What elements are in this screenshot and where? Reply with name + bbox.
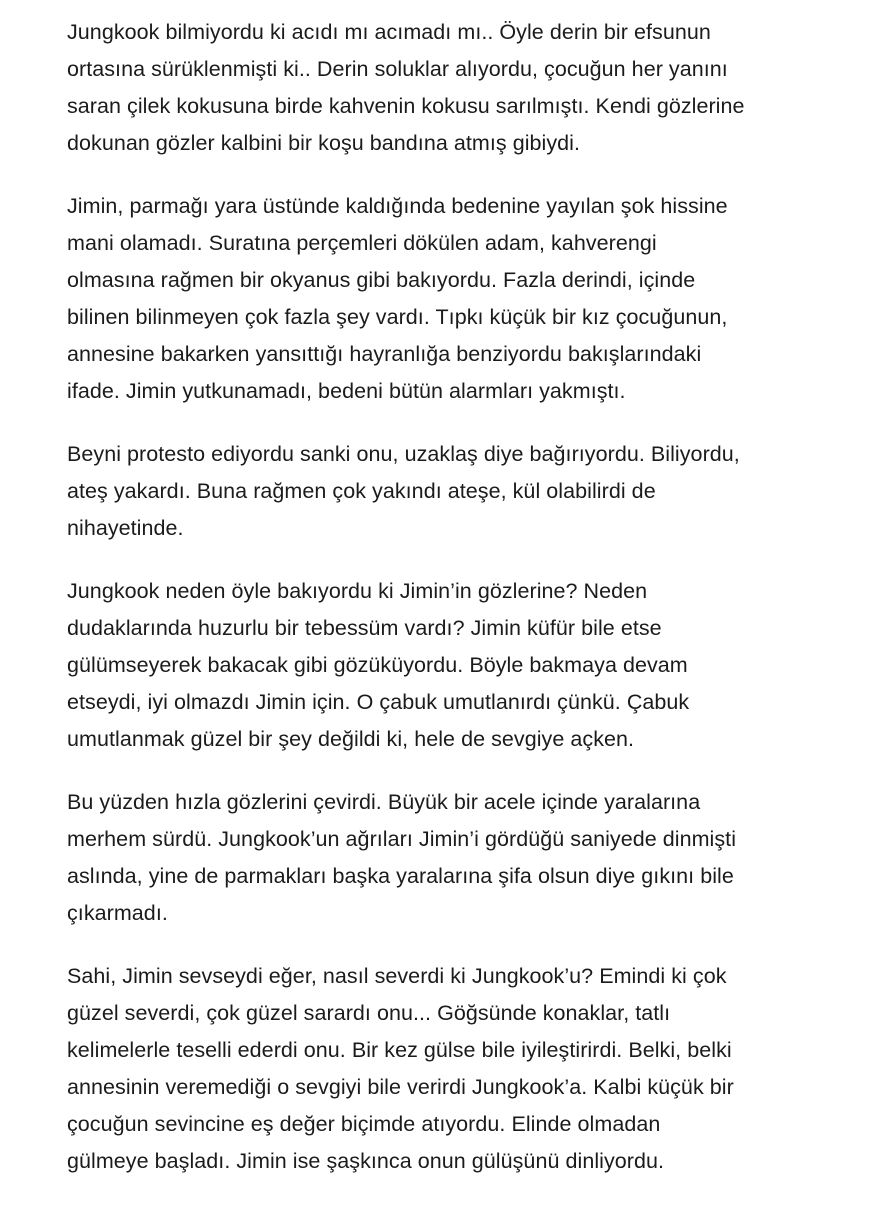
paragraph-3 bbox=[67, 436, 867, 547]
text-line: bilinen bilinmeyen çok fazla şey vardı. Tıpkı küçük bir kız çocuğunun, bbox=[67, 305, 728, 329]
text-line: annesine bakarken yansıttığı hayranlığa benziyordu bakışlarındaki bbox=[67, 342, 702, 366]
text-line: etseydi, iyi olmazdı Jimin için. O çabuk umutlanırdı çünkü. Çabuk bbox=[67, 690, 690, 714]
text-line: aslında, yine de parmakları başka yaralarına şifa olsun diye gıkını bile bbox=[67, 864, 734, 888]
paragraph-1 bbox=[67, 14, 867, 162]
text-line: umutlanmak güzel bir şey değildi ki, hele de sevgiye açken. bbox=[67, 727, 635, 751]
paragraph-4 bbox=[67, 573, 867, 758]
document-page bbox=[67, 14, 867, 1206]
paragraph-5 bbox=[67, 784, 867, 932]
text-line: Sahi, Jimin sevseydi eğer, nasıl severdi ki Jungkook’u? Emindi ki çok bbox=[67, 964, 727, 988]
text-line: Jimin, parmağı yara üstünde kaldığında bedenine yayılan şok hissine bbox=[67, 194, 728, 218]
text-line: ortasına sürüklenmişti ki.. Derin soluklar alıyordu, çocuğun her yanını bbox=[67, 57, 728, 81]
text-line: ateş yakardı. Buna rağmen çok yakındı ateşe, kül olabilirdi de bbox=[67, 479, 656, 503]
paragraph-6 bbox=[67, 958, 867, 1180]
text-line: ifade. Jimin yutkunamadı, bedeni bütün alarmları yakmıştı. bbox=[67, 379, 626, 403]
text-line: mani olamadı. Suratına perçemleri dökülen adam, kahverengi bbox=[67, 231, 657, 255]
text-line: kelimelerle teselli ederdi onu. Bir kez gülse bile iyileştirirdi. Belki, belki bbox=[67, 1038, 732, 1062]
text-line: çıkarmadı. bbox=[67, 901, 168, 925]
paragraph-2 bbox=[67, 188, 867, 410]
text-line: dudaklarında huzurlu bir tebessüm vardı? Jimin küfür bile etse bbox=[67, 616, 662, 640]
text-line: Beyni protesto ediyordu sanki onu, uzaklaş diye bağırıyordu. Biliyordu, bbox=[67, 442, 740, 466]
text-line: gülümseyerek bakacak gibi gözüküyordu. Böyle bakmaya devam bbox=[67, 653, 688, 677]
text-line: Jungkook neden öyle bakıyordu ki Jimin’in gözlerine? Neden bbox=[67, 579, 648, 603]
text-line: Jungkook bilmiyordu ki acıdı mı acımadı mı.. Öyle derin bir efsunun bbox=[67, 20, 711, 44]
text-line: güzel severdi, çok güzel sarardı onu... Göğsünde konaklar, tatlı bbox=[67, 1001, 671, 1025]
text-line: saran çilek kokusuna birde kahvenin kokusu sarılmıştı. Kendi gözlerine bbox=[67, 94, 745, 118]
text-line: annesinin veremediği o sevgiyi bile verirdi Jungkook’a. Kalbi küçük bir bbox=[67, 1075, 734, 1099]
text-line: nihayetinde. bbox=[67, 516, 184, 540]
text-line: dokunan gözler kalbini bir koşu bandına atmış gibiydi. bbox=[67, 131, 581, 155]
text-line: çocuğun sevincine eş değer biçimde atıyordu. Elinde olmadan bbox=[67, 1112, 661, 1136]
text-line: olmasına rağmen bir okyanus gibi bakıyordu. Fazla derindi, içinde bbox=[67, 268, 696, 292]
text-line: merhem sürdü. Jungkook’un ağrıları Jimin’i gördüğü saniyede dinmişti bbox=[67, 827, 737, 851]
text-line: gülmeye başladı. Jimin ise şaşkınca onun gülüşünü dinliyordu. bbox=[67, 1149, 665, 1173]
text-line: Bu yüzden hızla gözlerini çevirdi. Büyük bir acele içinde yaralarına bbox=[67, 790, 701, 814]
